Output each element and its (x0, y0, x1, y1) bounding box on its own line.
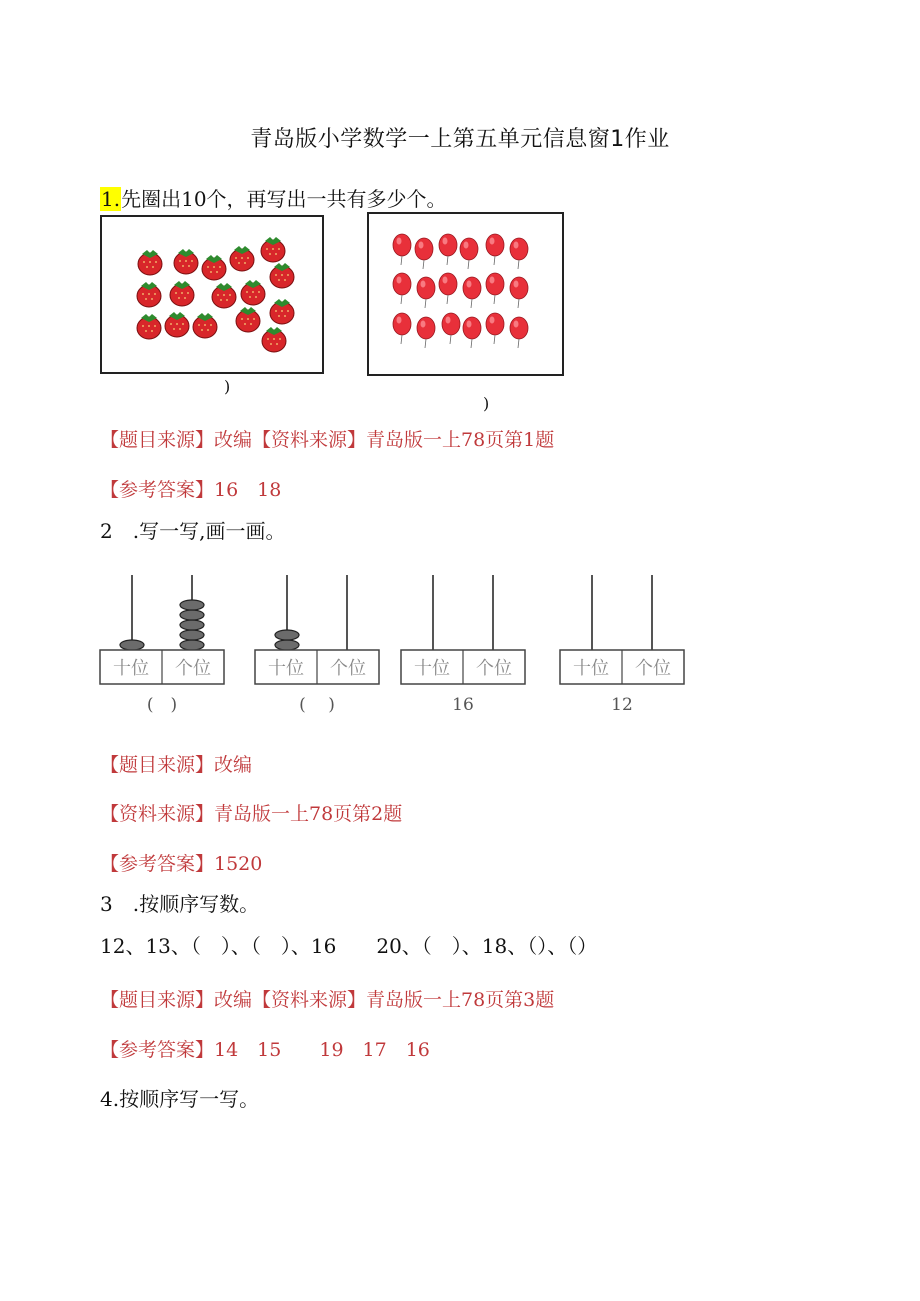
abacus-bead[interactable] (180, 640, 204, 650)
balloon-icon[interactable] (439, 234, 457, 265)
q4-text: 4.按顺序写一写。 (100, 1087, 260, 1111)
abacus (100, 575, 224, 715)
abacus-caption[interactable]: 12 (611, 695, 633, 715)
abacus (560, 575, 684, 715)
strawberry-icon[interactable] (270, 299, 294, 324)
ones-place-label: 个位 (635, 658, 671, 679)
q2-source: 【题目来源】改编 (100, 754, 253, 776)
strawberry-icon[interactable] (230, 246, 254, 271)
q3-sequence[interactable]: 12、13、（ ）、（ ）、16 20、（ ）、18、（）、（） (100, 934, 598, 958)
ones-place-label: 个位 (175, 658, 211, 679)
q2-material-source: 【资料来源】青岛版一上78页第2题 (100, 803, 403, 825)
abacus-bead[interactable] (180, 620, 204, 630)
strawberry-icon[interactable] (270, 263, 294, 288)
q2-text: 2 .写一写,画一画。 (100, 519, 286, 543)
strawberry-icon[interactable] (138, 250, 162, 275)
tens-place-label: 十位 (268, 658, 304, 679)
strawberry-icon[interactable] (262, 327, 286, 352)
balloon-icon[interactable] (486, 273, 504, 304)
abacus-caption[interactable]: 16 (452, 695, 474, 715)
q1-answer: 【参考答案】16 18 (100, 479, 282, 501)
q3-text: 3 .按顺序写数。 (100, 892, 260, 916)
balloon-icon[interactable] (486, 234, 504, 265)
abacus-row (95, 565, 715, 715)
strawberry-icon[interactable] (202, 255, 226, 280)
q1-answer-paren-left[interactable]: ) (224, 377, 231, 396)
abacus-bead[interactable] (180, 630, 204, 640)
strawberry-icon[interactable] (193, 313, 217, 338)
tens-place-label: 十位 (113, 658, 149, 679)
abacus (255, 575, 379, 715)
strawberry-icon[interactable] (170, 281, 194, 306)
strawberry-box (100, 215, 324, 374)
ones-place-label: 个位 (476, 658, 512, 679)
balloon-group (369, 214, 562, 374)
balloon-icon[interactable] (393, 273, 411, 304)
abacus-bead[interactable] (275, 640, 299, 650)
balloon-icon[interactable] (510, 238, 528, 269)
balloon-icon[interactable] (463, 277, 481, 308)
q1-line (100, 183, 447, 212)
strawberry-group (102, 217, 322, 372)
strawberry-icon[interactable] (241, 280, 265, 305)
q1-number: 1. (101, 187, 121, 211)
page-title: 青岛版小学数学一上第五单元信息窗1作业 (250, 127, 670, 152)
q1-source: 【题目来源】改编【资料来源】青岛版一上78页第1题 (100, 429, 555, 451)
tens-place-label: 十位 (573, 658, 609, 679)
strawberry-icon[interactable] (174, 249, 198, 274)
q1-answer-paren-right[interactable]: ) (483, 394, 490, 413)
strawberry-icon[interactable] (165, 312, 189, 337)
tens-place-label: 十位 (414, 658, 450, 679)
balloon-box (367, 212, 564, 376)
ones-place-label: 个位 (330, 658, 366, 679)
balloon-icon[interactable] (393, 234, 411, 265)
abacus-bead[interactable] (275, 630, 299, 640)
strawberry-icon[interactable] (212, 283, 236, 308)
abacus-group (95, 565, 715, 715)
balloon-icon[interactable] (510, 317, 528, 348)
abacus-bead[interactable] (180, 600, 204, 610)
strawberry-icon[interactable] (236, 307, 260, 332)
balloon-icon[interactable] (439, 273, 457, 304)
balloon-icon[interactable] (415, 238, 433, 269)
abacus-caption[interactable]: ( ) (146, 695, 178, 715)
abacus-bead[interactable] (120, 640, 144, 650)
balloon-icon[interactable] (463, 317, 481, 348)
strawberry-icon[interactable] (261, 237, 285, 262)
q2-answer: 【参考答案】1520 (100, 853, 263, 875)
abacus-caption[interactable]: ( ) (299, 695, 335, 715)
q1-text: 先圈出10个，再写出一共有多少个。 (121, 187, 447, 211)
abacus-bead[interactable] (180, 610, 204, 620)
strawberry-icon[interactable] (137, 282, 161, 307)
balloon-icon[interactable] (460, 238, 478, 269)
balloon-icon[interactable] (442, 313, 460, 344)
balloon-icon[interactable] (486, 313, 504, 344)
strawberry-icon[interactable] (137, 314, 161, 339)
q3-source: 【题目来源】改编【资料来源】青岛版一上78页第3题 (100, 989, 555, 1011)
balloon-icon[interactable] (417, 277, 435, 308)
balloon-icon[interactable] (510, 277, 528, 308)
q3-answer: 【参考答案】14 15 19 17 16 (100, 1039, 430, 1061)
balloon-icon[interactable] (417, 317, 435, 348)
balloon-icon[interactable] (393, 313, 411, 344)
abacus (401, 575, 525, 715)
